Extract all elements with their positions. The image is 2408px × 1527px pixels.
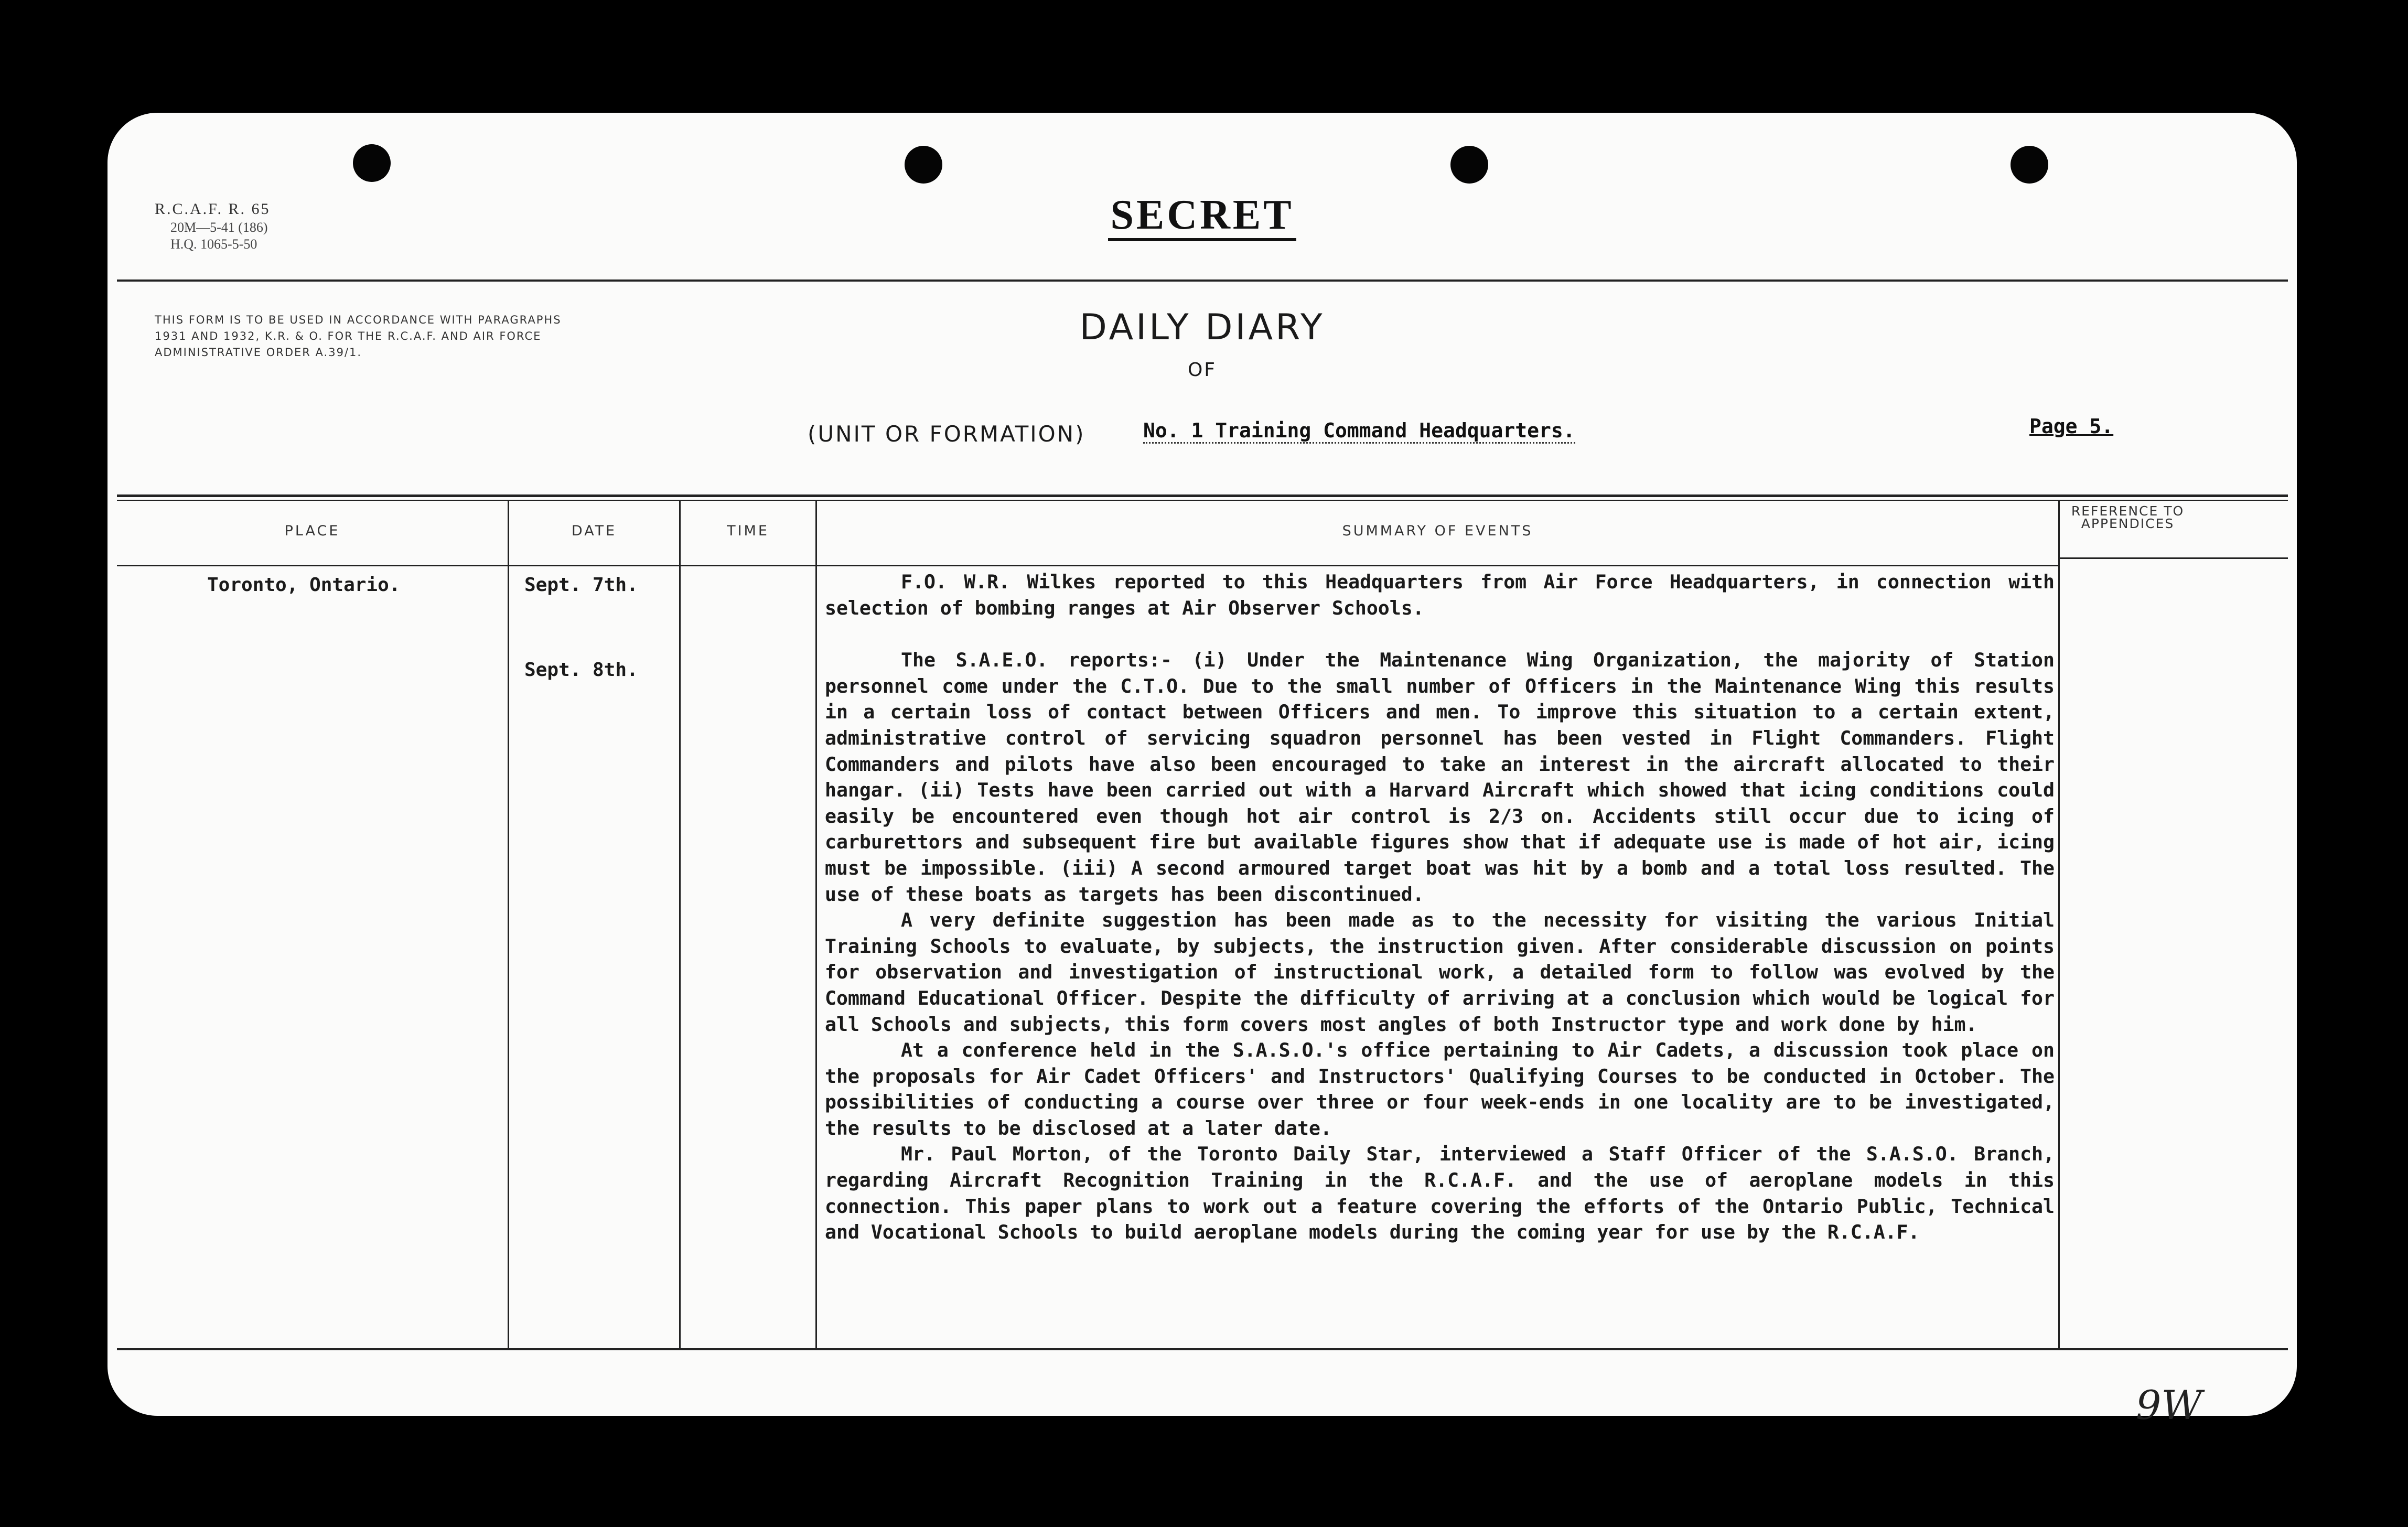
header-divider — [117, 279, 2288, 282]
classification — [108, 191, 2297, 239]
column-divider — [508, 500, 509, 1349]
table-bottom-rule — [117, 1348, 2288, 1350]
summary-paragraph: The S.A.E.O. reports:- (i) Under the Maintenance Wing Organization, the majority of Station personnel come under the C.T.O. Due to the small number of Officers in the Maintenance Wing this results in a certain loss of contact between Officers and men. To improve this situation to a certain extent, administrative control of servicing squadron personnel has been vested in Flight Commanders. Flight Commanders and pilots have also been encouraged to take an interest in the aircraft allocated to their hangar. (ii) Tests have been carried out with a Harvard Aircraft which showed that icing conditions could easily be encountered even though hot air control is 2/3 on. Accidents still occur due to icing of carburettors and subsequent fire but available figures show that if adequate use is made of hot air, icing must be impossible. (iii) A second armoured target boat was hit by a bomb and a total loss resulted. The use of these boats as targets has been discontinued. — [825, 649, 2055, 906]
column-header-time: TIME — [727, 523, 769, 539]
table-header-rule — [117, 565, 2058, 566]
page-number: Page 5. — [2029, 415, 2114, 438]
entry-date: Sept. 7th. — [524, 574, 638, 596]
title-of: OF — [1187, 359, 1217, 381]
diary-page — [108, 113, 2297, 1428]
column-header-place: PLACE — [284, 523, 340, 539]
column-divider — [815, 500, 817, 1349]
punch-hole — [2011, 146, 2048, 184]
column-divider — [2058, 500, 2060, 1349]
form-usage-note: THIS FORM IS TO BE USED IN ACCORDANCE WITH PARAGRAPHS 1931 AND 1932, K.R. & O. FOR THE R.C.A.F. AND AIR FORCE ADMINISTRATIVE ORDER A.39/1. — [155, 314, 562, 359]
classification-label: SECRET — [1108, 192, 1296, 241]
entry-date: Sept. 8th. — [524, 659, 638, 681]
summary-paragraph: Mr. Paul Morton, of the Toronto Daily Star, interviewed a Staff Officer of the S.A.S.O. Branch, regarding Aircraft Recognition Training in the R.C.A.F. and the use of aeroplane models in this connection. This paper plans to work out a feature covering the efforts of the Ontario Public, Technical and Vocational Schools to build aeroplane models during the coming year for use by the R.C.A.F. — [825, 1143, 2055, 1244]
entry-place: Toronto, Ontario. — [207, 574, 401, 596]
ref-header-rule — [2058, 557, 2288, 559]
summary-paragraph: F.O. W.R. Wilkes reported to this Headquarters from Air Force Headquarters, in connection with selection of bombing ranges at Air Observer Schools. — [825, 571, 2055, 619]
column-header-date: DATE — [571, 523, 617, 539]
print-code: 20M—5-41 (186) — [170, 219, 268, 235]
punch-hole — [353, 144, 391, 182]
form-number: R.C.A.F. R. 65 — [155, 200, 271, 218]
table-top-rule-2 — [117, 500, 2288, 501]
column-divider — [679, 500, 681, 1349]
column-header-reference: REFERENCE TO APPENDICES — [2071, 503, 2185, 531]
page-title: DAILY DIARY — [1079, 307, 1325, 348]
column-header-summary: SUMMARY OF EVENTS — [1342, 523, 1533, 539]
unit-label: (UNIT OR FORMATION) — [808, 421, 1085, 447]
summary-paragraph: At a conference held in the S.A.S.O.'s office pertaining to Air Cadets, a discussion took place on the proposals for Air Cadet Officers' and Instructors' Qualifying Courses to be conducted in October. The possibilities of conducting a course over three or four week-ends in one locality are to be investigated, the results to be disclosed at a later date. — [825, 1039, 2055, 1139]
table-top-rule — [117, 494, 2288, 497]
punch-hole — [905, 146, 942, 184]
handwritten-initials: 9W — [2136, 1382, 2202, 1428]
hq-reference: H.Q. 1065-5-50 — [170, 236, 257, 252]
summary-paragraph: A very definite suggestion has been made as to the necessity for visiting the various Initial Training Schools to evaluate, by subjects, the instruction given. After considerable discussion on points for observation and investigation of instructional work, a detailed form to follow was evolved by the Command Educational Officer. Despite the difficulty of arriving at a conclusion which would be logical for all Schools and subjects, this form covers most angles of both Instructor type and work done by him. — [825, 909, 2055, 1036]
unit-value: No. 1 Training Command Headquarters. — [1143, 419, 1575, 444]
punch-hole — [1450, 146, 1488, 184]
summary-of-events — [825, 569, 2055, 1245]
